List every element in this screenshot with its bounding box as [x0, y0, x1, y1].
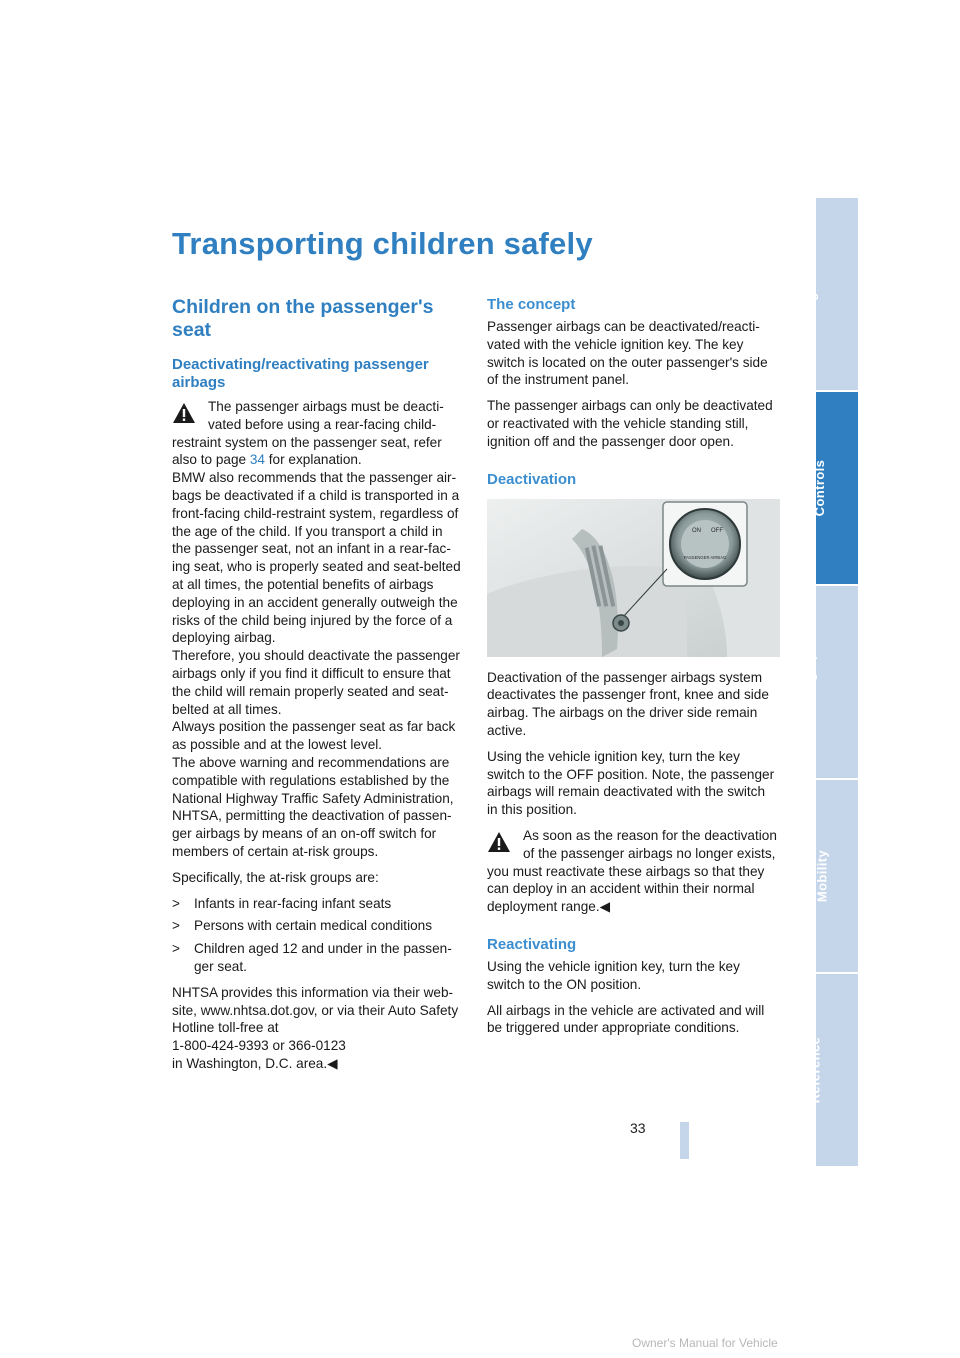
list-item: > Infants in rear-facing infant seats	[172, 895, 392, 911]
footer-text: Owner's Manual for Vehicle	[632, 1336, 778, 1350]
svg-text:PASSENGER AIRBAG: PASSENGER AIRBAG	[683, 554, 727, 560]
at-risk-list	[172, 895, 464, 976]
deactivation-title: Deactivation	[487, 470, 577, 488]
paragraph: Specifically, the at-risk groups are:	[172, 869, 379, 885]
page-link-34[interactable]: 34	[249, 452, 265, 468]
warning-triangle-icon	[172, 402, 196, 424]
tab-at-a-glance[interactable]: At a glance	[816, 198, 858, 390]
tab-mobility[interactable]: Mobility	[816, 780, 858, 972]
tab-driving-tips[interactable]: Driving tips	[816, 586, 858, 778]
list-item: > Children aged 12 and under in the passenger seat.	[172, 941, 452, 974]
warning-line-1: As soon as the reason for the deactivation	[523, 827, 777, 843]
right-column	[487, 296, 779, 1037]
section-title: Children on the passenger's seat	[172, 296, 434, 341]
warning-rest: you must reactivate these airbags so that they can deploy in an accident within their normal deployment range.◀	[487, 863, 765, 915]
paragraph: The above warning and recommendations are compatible with regulations established by the National Highway Traffic Safety Administration, NHTSA, permitting the deactivation of passenger airbags by means of an on-off switch for members of certain at-risk groups.	[172, 754, 454, 859]
left-column	[172, 296, 464, 1073]
tab-controls[interactable]: Controls	[816, 392, 858, 584]
paragraph: NHTSA provides this information via their website, www.nhtsa.dot.gov, or via their Auto Safety Hotline toll-free at	[172, 984, 459, 1036]
svg-text:OFF: OFF	[711, 527, 723, 534]
warning-rest: restraint system on the passenger seat, refer also to page 34 for explanation.	[172, 434, 442, 468]
warning-block	[487, 827, 779, 916]
concept-title: The concept	[487, 296, 576, 313]
paragraph: Deactivation of the passenger airbags system deactivates the passenger front, knee and side airbag. The airbags on the driver side remain active.	[487, 669, 769, 738]
paragraph: Always position the passenger seat as far back as possible and at the lowest level.	[172, 719, 456, 753]
list-item: > Persons with certain medical conditions	[172, 918, 433, 934]
warning-block	[172, 398, 464, 469]
paragraph: All airbags in the vehicle are activated and will be triggered under appropriate conditions.	[487, 1002, 765, 1036]
dashboard-illustration	[487, 499, 780, 657]
paragraph: BMW also recommends that the passenger airbags be deactivated if a child is transported in a front-facing child-restraint system, regardless of the age of the child. If you transport a child in the passenger seat, not an infant in a rear-facing seat, who is properly seated and seat-belted at all times, the potential benefits of airbags deploying in an accident generally outweigh the risks of the child being injured by the force of a deploying airbag.	[172, 470, 461, 646]
page-title: Transporting children safely	[172, 226, 593, 261]
subsection-title: Deactivating/reactivating passenger airbags	[172, 356, 429, 391]
paragraph: Therefore, you should deactivate the passenger airbags only if you find it difficult to ensure that the child will remain properly seated and seat-belted at all times.	[172, 648, 460, 717]
warning-line-1: The passenger airbags must be deacti-	[208, 399, 444, 414]
paragraph: Passenger airbags can be deactivated/reactivated with the vehicle ignition key. The key switch is located on the outer passenger's side of the instrument panel.	[487, 319, 768, 388]
paragraph: in Washington, D.C. area.◀	[172, 1055, 338, 1071]
paragraph: Using the vehicle ignition key, turn the key switch to the ON position.	[487, 958, 740, 992]
hotline-phone: 1-800-424-9393 or 366-0123	[172, 1038, 346, 1054]
airbag-switch-figure	[487, 499, 780, 657]
page-number-bar	[680, 1122, 689, 1159]
warning-line-2: of the passenger airbags no longer exists,	[523, 845, 776, 861]
warning-triangle-icon	[487, 831, 511, 853]
svg-text:ON: ON	[692, 527, 701, 534]
warning-line-2: vated before using a rear-facing child-	[208, 416, 437, 432]
paragraph: The passenger airbags can only be deactivated or reactivated with the vehicle standing still, ignition off and the passenger door open.	[487, 398, 773, 449]
paragraph: Using the vehicle ignition key, turn the key switch to the OFF position. Note, the passenger airbags will remain deactivated with the switch in this position.	[487, 748, 775, 818]
page-number: 33	[630, 1120, 646, 1136]
section-tabs	[802, 198, 858, 1168]
tab-reference[interactable]: Reference	[816, 974, 858, 1166]
reactivating-title: Reactivating	[487, 935, 577, 953]
